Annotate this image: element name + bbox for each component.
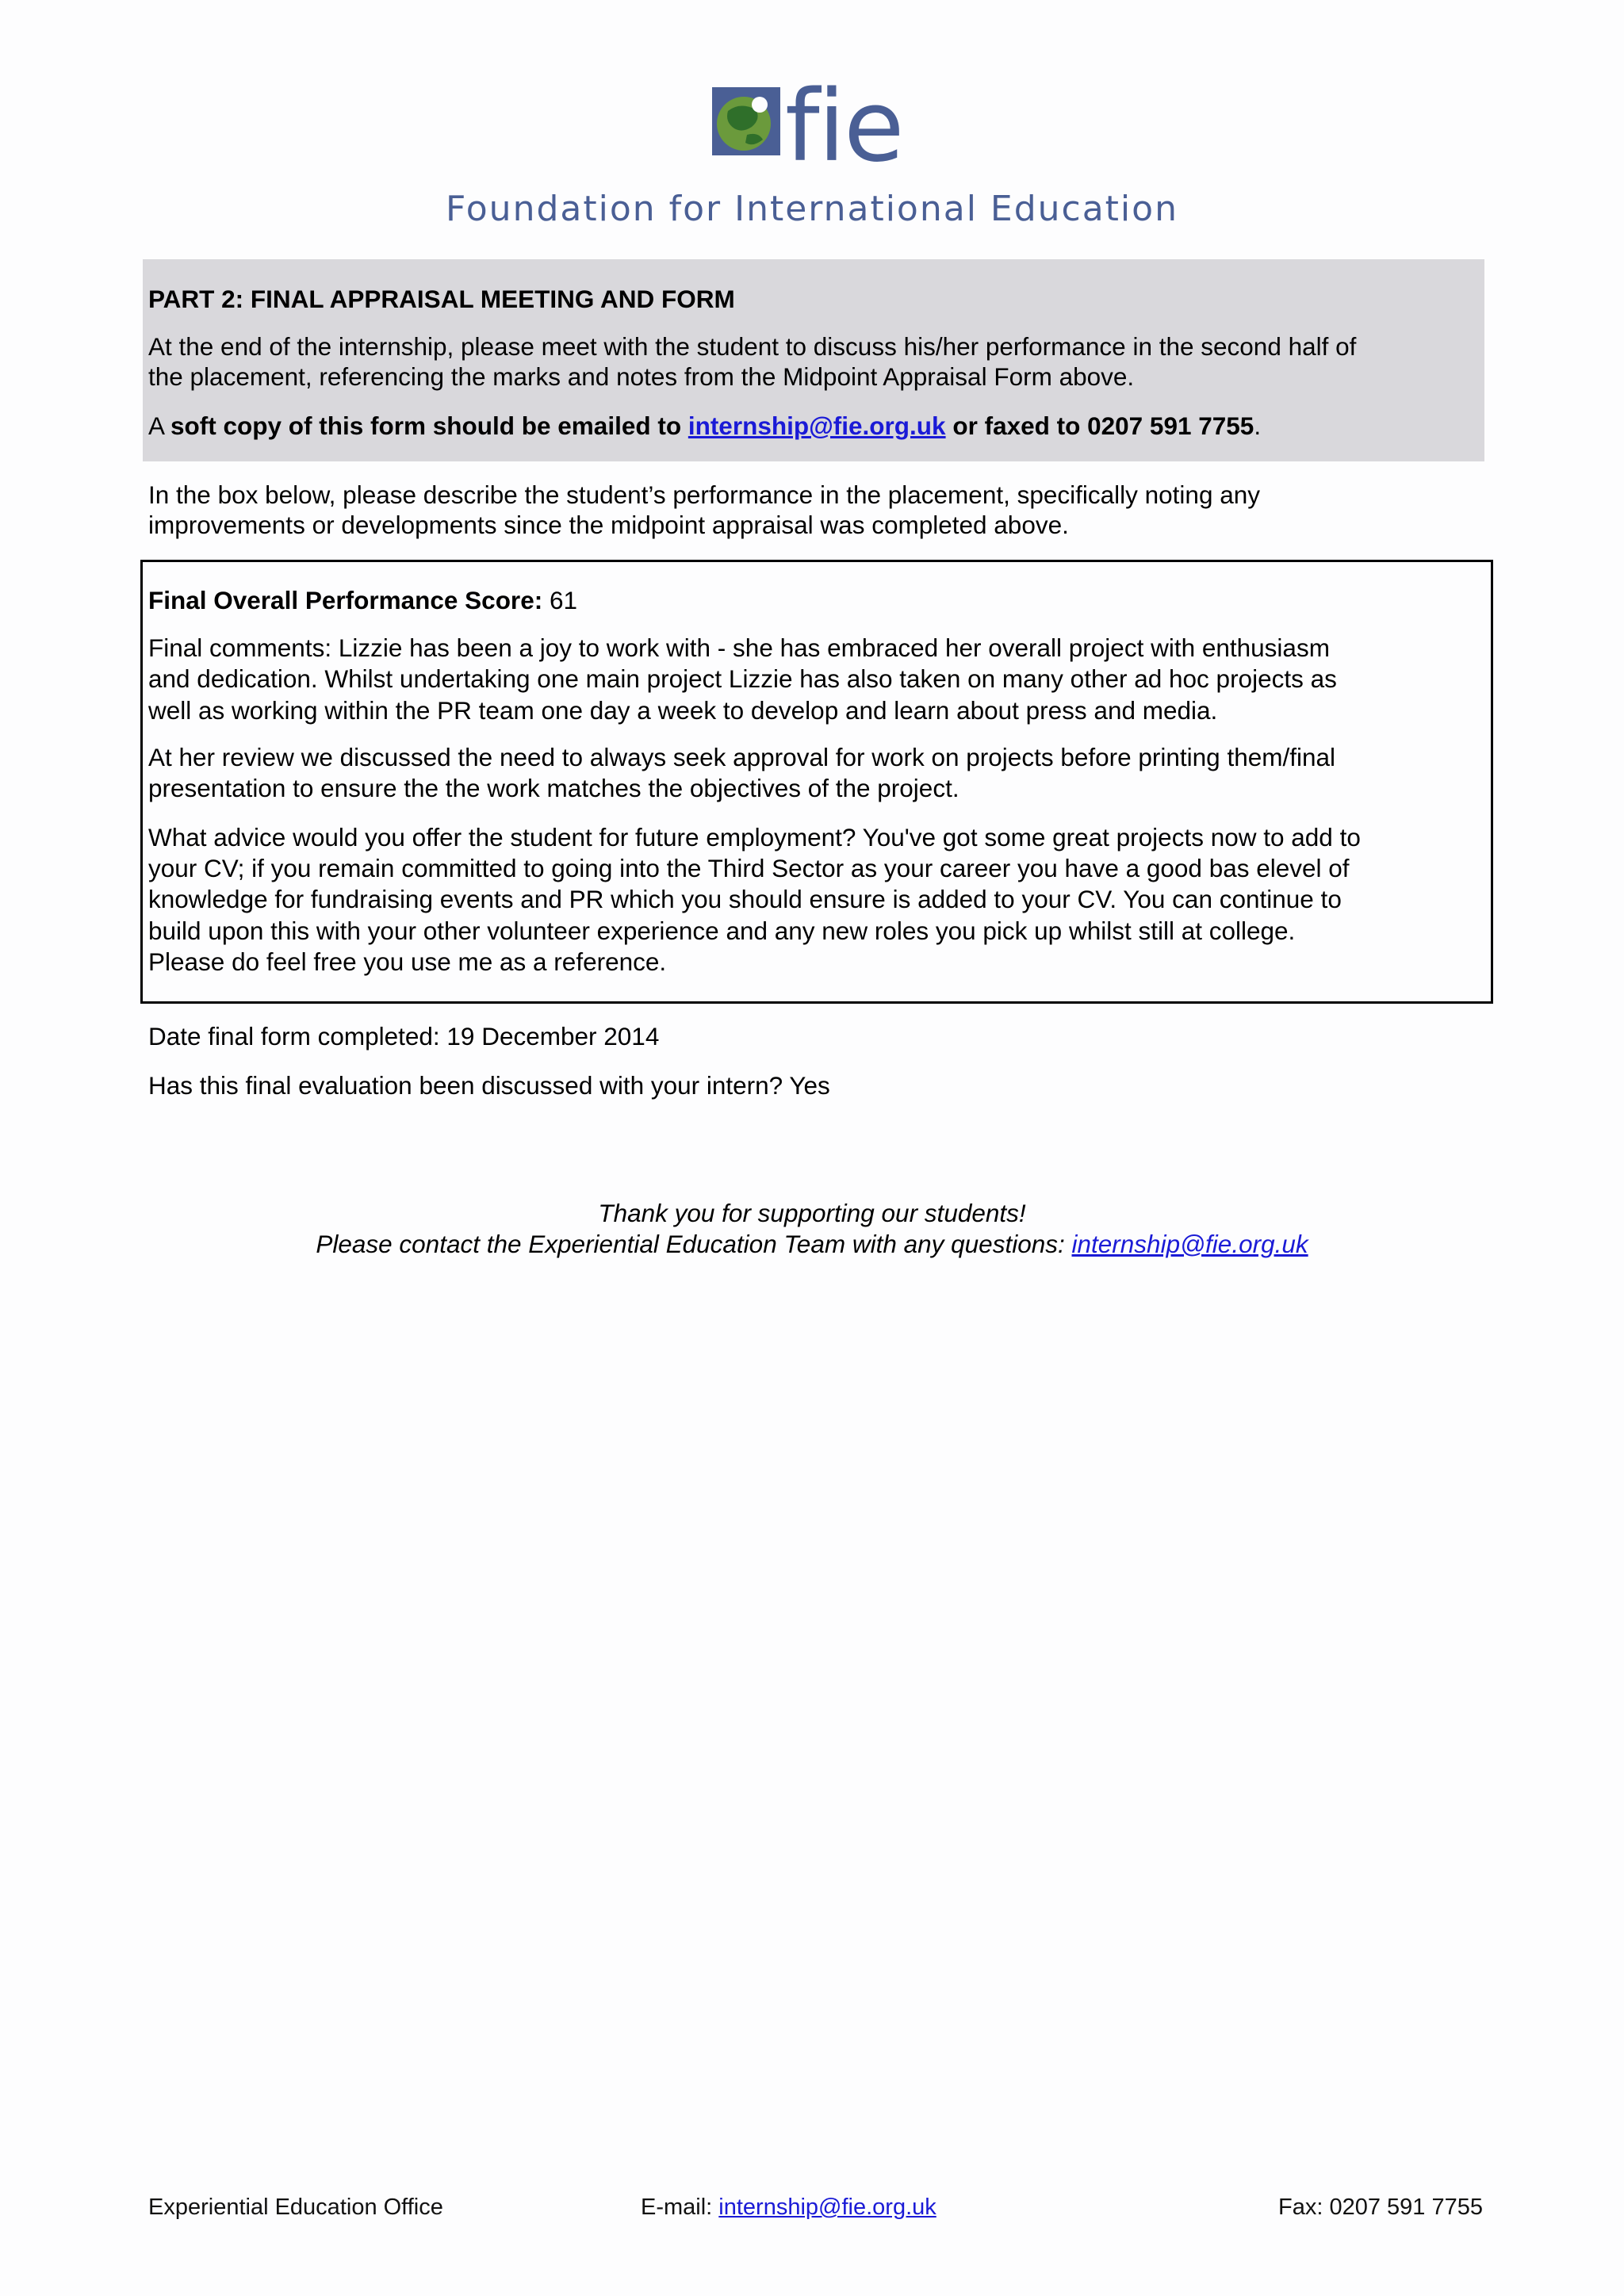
- contact-line: [0, 1228, 1624, 1260]
- part2-heading: PART 2: FINAL APPRAISAL MEETING AND FORM: [148, 285, 735, 313]
- footer-email-link[interactable]: internship@fie.org.uk: [718, 2195, 936, 2220]
- fie-logo: [0, 70, 1624, 238]
- softcopy-prefix: A: [148, 411, 171, 440]
- thank-you-note: Thank you for supporting our students!: [598, 1199, 1026, 1227]
- part2-intro-line-1: At the end of the internship, please meet with the student to discuss his/her performance in the second half of: [148, 332, 1357, 361]
- discussed-with-intern: Has this final evaluation been discussed with your intern? Yes: [148, 1071, 830, 1100]
- softcopy-fax-text: or faxed to 0207 591 7755: [945, 411, 1254, 440]
- softcopy-email-link[interactable]: internship@fie.org.uk: [688, 411, 946, 440]
- comment-line: presentation to ensure the the work matches the objectives of the project.: [148, 774, 959, 802]
- softcopy-bold-text: soft copy of this form should be emailed to: [170, 411, 688, 440]
- softcopy-end: .: [1254, 411, 1262, 440]
- softcopy-instruction: [148, 410, 1261, 442]
- comment-line: knowledge for fundraising events and PR which you should ensure is added to your CV. You can continue to: [148, 885, 1342, 913]
- comment-line: Please do feel free you use me as a reference.: [148, 947, 667, 976]
- part2-intro-line-2: the placement, referencing the marks and notes from the Midpoint Appraisal Form above.: [148, 362, 1135, 391]
- comment-line: and dedication. Whilst undertaking one main project Lizzie has also taken on many other ad hoc projects as: [148, 664, 1337, 693]
- final-score-label: Final Overall Performance Score:: [148, 586, 543, 614]
- comment-line: build upon this with your other volunteer experience and any new roles you pick up whilst still at college.: [148, 916, 1296, 945]
- logo-tagline: Foundation for International Education: [446, 189, 1178, 229]
- contact-text: Please contact the Experiential Education Team with any questions:: [316, 1230, 1072, 1258]
- comment-line: your CV; if you remain committed to going into the Third Sector as your career you have a good bas elevel of: [148, 854, 1350, 882]
- instructions-line-2: improvements or developments since the midpoint appraisal was completed above.: [148, 511, 1069, 539]
- date-completed: Date final form completed: 19 December 2014: [148, 1022, 660, 1050]
- contact-email-link[interactable]: internship@fie.org.uk: [1071, 1230, 1308, 1258]
- logo-wordmark: fie: [785, 70, 903, 184]
- footer-email-label: E-mail:: [641, 2195, 719, 2220]
- instructions-line-1: In the box below, please describe the student’s performance in the placement, specifically noting any: [148, 480, 1261, 509]
- final-score-value: 61: [542, 586, 577, 614]
- footer-fax: Fax: 0207 591 7755: [1278, 2195, 1483, 2220]
- globe-icon: [712, 87, 780, 155]
- comment-line: At her review we discussed the need to always seek approval for work on projects before printing them/final: [148, 743, 1336, 771]
- comment-line: What advice would you offer the student for future employment? You've got some great projects now to add to: [148, 823, 1361, 851]
- footer-office: Experiential Education Office: [148, 2195, 443, 2220]
- comment-line: well as working within the PR team one day a week to develop and learn about press and media.: [148, 696, 1218, 725]
- footer-email: [641, 2191, 936, 2223]
- comment-line: Final comments: Lizzie has been a joy to work with - she has embraced her overall project with enthusiasm: [148, 633, 1330, 662]
- final-score: [148, 584, 577, 616]
